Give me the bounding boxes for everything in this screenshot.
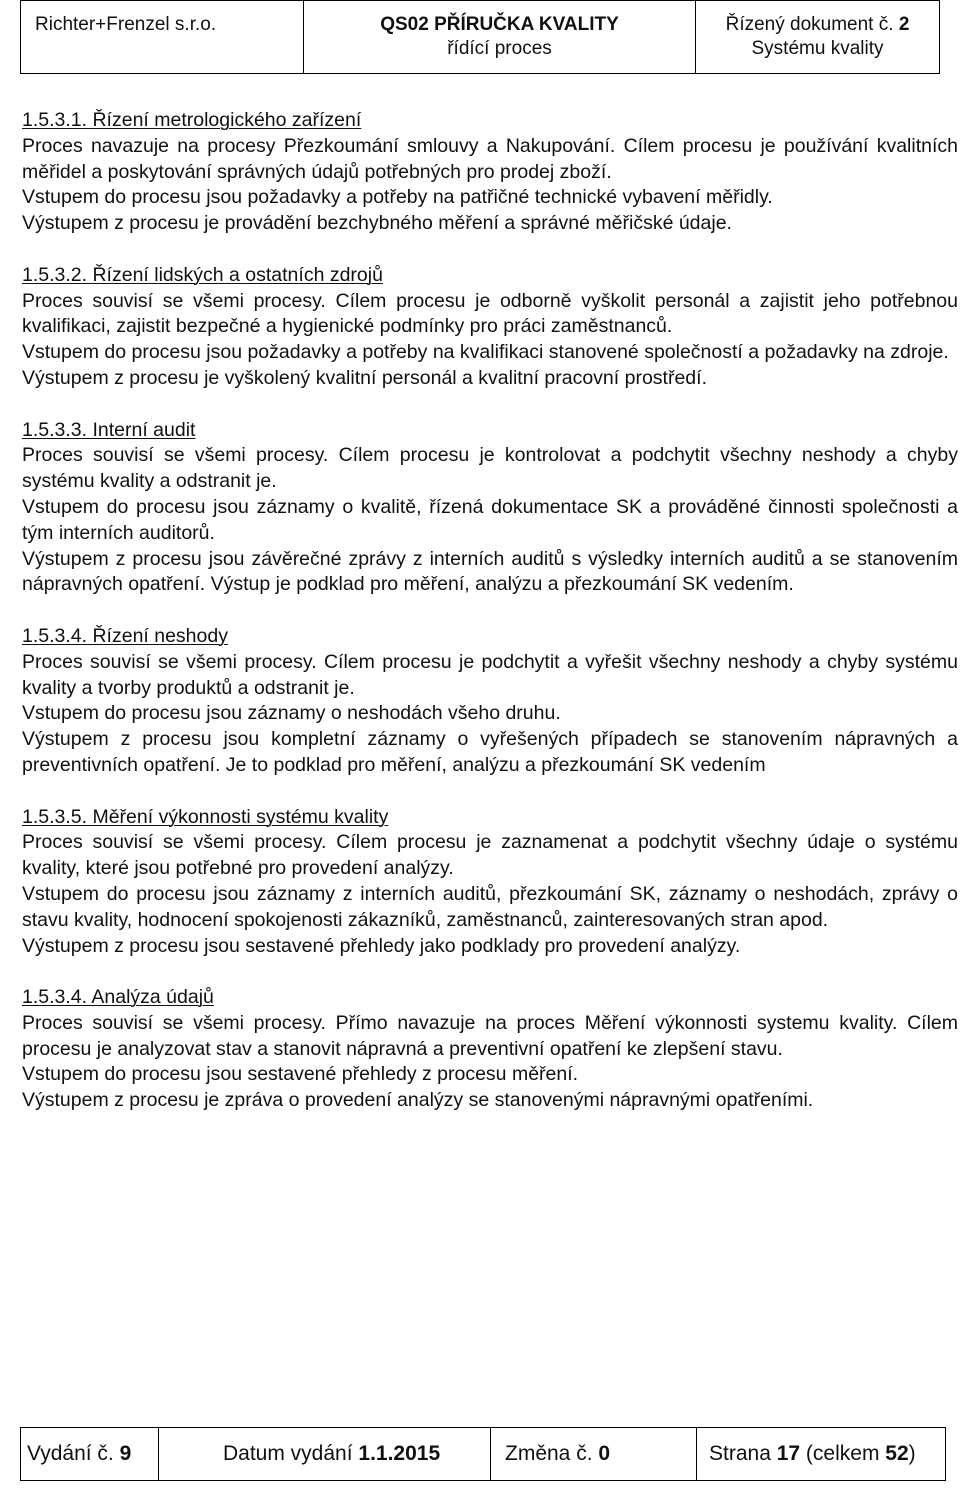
section-heading: 1.5.3.1. Řízení metrologického zařízení: [22, 109, 362, 131]
section-paragraph: Výstupem z procesu je vyškolený kvalitní personál a kvalitní pracovní prostředí.: [22, 366, 707, 389]
footer-change: Změna č. 0: [491, 1428, 697, 1480]
section-heading: 1.5.3.3. Interní audit: [22, 418, 196, 441]
section-heading: 1.5.3.5. Měření výkonnosti systému kvality: [22, 805, 389, 828]
section-paragraph: Vstupem do procesu jsou záznamy z interních auditů, přezkoumání SK, záznamy o neshodách, zprávy o stavu kvality, hodnocení spokojenosti zákazníků, zaměstnanců, zainteresovaných stran apod.: [22, 882, 958, 931]
section-paragraph: Vstupem do procesu jsou sestavené přehledy z procesu měření.: [22, 1063, 579, 1086]
section-paragraph: Proces souvisí se všemi procesy. Cílem procesu je zaznamenat a podchytit všechny údaje o systému kvality, které jsou potřebné pro provedení analýzy.: [22, 831, 958, 880]
issue-date: 1.1.2015: [358, 1442, 441, 1465]
document-subtitle: řídící proces: [447, 38, 552, 59]
document-header: [20, 0, 940, 74]
company-name: Richter+Frenzel s.r.o.: [35, 14, 217, 35]
section: [22, 418, 958, 599]
section-paragraph: Výstupem z procesu je provádění bezchybného měření a správné měřičské údaje.: [22, 212, 732, 235]
header-company-cell: [21, 1, 304, 73]
issue-number: 9: [119, 1442, 132, 1465]
quality-system-label: Systému kvality: [751, 38, 884, 59]
section-paragraph: Proces souvisí se všemi procesy. Cílem procesu je podchytit a vyřešit všechny neshody a chyby systému kvality a tvorby produktů a odstranit je.: [22, 650, 958, 699]
section: [22, 263, 958, 392]
footer-page: Strana 17 (celkem 52 ): [709, 1442, 916, 1465]
section: [22, 805, 958, 960]
section-paragraph: Proces souvisí se všemi procesy. Přímo navazuje na proces Měření výkonnosti systemu kvality. Cílem procesu je analyzovat stav a stanovit nápravná a preventivní opatření ke zlepšení stavu.: [22, 1011, 958, 1060]
header-title-cell: [304, 1, 696, 73]
section-heading: 1.5.3.2. Řízení lidských a ostatních zdrojů: [22, 263, 383, 286]
page-number: 17: [776, 1442, 801, 1465]
section-paragraph: Vstupem do procesu jsou záznamy o neshodách všeho druhu.: [22, 702, 561, 725]
section: [22, 985, 958, 1114]
section-paragraph: Vstupem do procesu jsou požadavky a potřeby na patřičné technické vybavení měřidly.: [22, 186, 773, 209]
header-control-cell: [696, 1, 939, 73]
document-footer: [20, 1427, 946, 1481]
document-title: QS02 PŘÍRUČKA KVALITY: [380, 14, 619, 35]
controlled-document-number: 2: [898, 14, 910, 35]
section-paragraph: Proces souvisí se všemi procesy. Cílem procesu je kontrolovat a podchytit všechny neshody a chyby systému kvality a odstranit je.: [22, 444, 958, 493]
section-paragraph: Výstupem z procesu jsou sestavené přehledy jako podklady pro provedení analýzy.: [22, 934, 741, 957]
section-heading: 1.5.3.4. Řízení neshody: [22, 624, 228, 647]
section: [22, 624, 958, 779]
footer-date: Datum vydání 1.1.2015: [159, 1428, 491, 1480]
section-paragraph: Proces navazuje na procesy Přezkoumání smlouvy a Nakupování. Cílem procesu je používání kvalitních měřidel a poskytování správných údajů potřebných pro prodej zboží.: [22, 134, 958, 183]
section-paragraph: Vstupem do procesu jsou požadavky a potřeby na kvalifikaci stanovené společností a požadavky na zdroje.: [22, 341, 949, 364]
section: [22, 108, 958, 237]
section-paragraph: Proces souvisí se všemi procesy. Cílem procesu je odborně vyškolit personál a zajistit jeho potřebnou kvalifikaci, zajistit bezpečné a hygienické podmínky pro práci zaměstnanců.: [22, 289, 958, 338]
section-paragraph: Výstupem z procesu jsou závěrečné zprávy z interních auditů s výsledky interních auditů a se stanovením nápravných opatření. Výstup je podklad pro měření, analýzu a přezkoumání SK vedením.: [22, 547, 958, 596]
section-paragraph: Výstupem z procesu jsou kompletní záznamy o vyřešených případech se stanovením nápravných a preventivních opatření. Je to podklad pro měření, analýzu a přezkoumání SK vedením: [22, 728, 958, 776]
controlled-document-label: Řízený dokument č. 2: [725, 14, 910, 35]
change-number: 0: [598, 1442, 611, 1465]
section-paragraph: Výstupem z procesu je zpráva o provedení analýzy se stanovenými nápravnými opatřeními.: [22, 1089, 814, 1112]
document-body: [22, 108, 958, 1140]
total-pages: 52: [885, 1442, 909, 1465]
section-paragraph: Vstupem do procesu jsou záznamy o kvalitě, řízená dokumentace SK a prováděné činnosti společnosti a tým interních auditorů.: [22, 495, 958, 544]
section-heading: 1.5.3.4. Analýza údajů: [22, 986, 214, 1009]
footer-issue: Vydání č. 9: [21, 1428, 159, 1480]
